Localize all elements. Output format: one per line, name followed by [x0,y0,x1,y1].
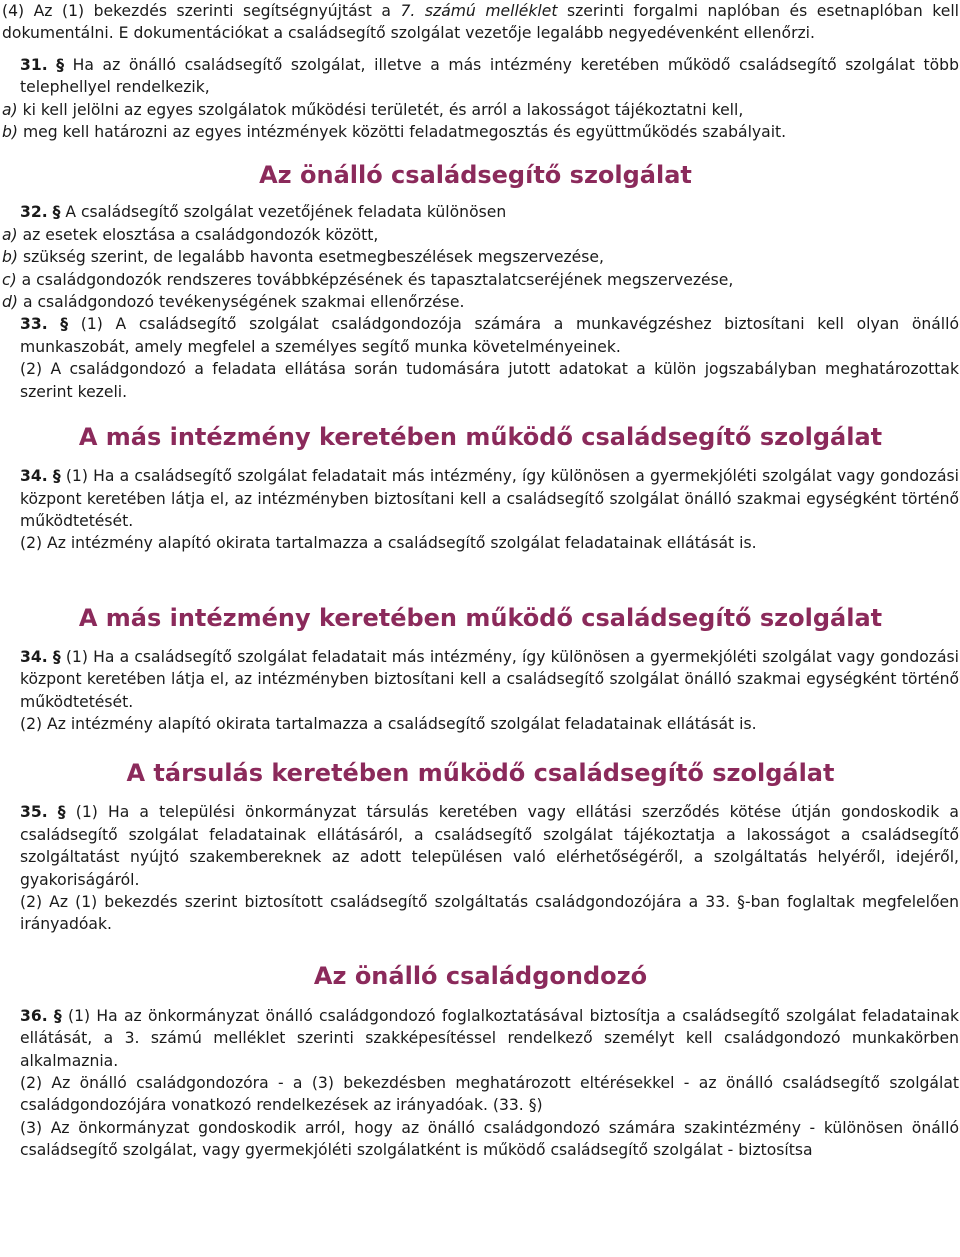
section-symbol: § [57,803,66,822]
section-35 [2,801,959,935]
section-34 [2,465,959,555]
item-a [2,99,959,121]
section-34-par2: (2) Az intézmény alapító okirata tartalmazza a családsegítő szolgálat feladatainak ellátását is. [20,534,757,553]
item-label: a) [2,225,18,244]
section-33-par1 [2,313,959,358]
paragraph-text: szerinti forgalmi naplóban és esetnaplóban kell dokumentálni. E dokumentációkat a családsegítő szolgálat vezetője legalább negyedévenként ellenőrzi. [2,2,959,43]
section-36-par2: (2) Az önálló családgondozóra - a (3) bekezdésben meghatározott eltérésekkel - az önálló családsegítő szolgálat családgondozójára vonatkozó rendelkezések az irányadóak. (33. §) [20,1074,959,1115]
section-31-intro [2,54,959,99]
section-symbol: § [60,315,69,334]
item-b [2,246,959,268]
item-text: szükség szerint, de legalább havonta esetmegbeszélések megszervezése, [22,248,604,267]
section-text: (1) Ha a települési önkormányzat társulás keretében vagy ellátási szerződés kötése útján gondoskodik a családsegítő szolgálat feladatainak ellátásáról, a családsegítő szolgálat tájékoztatja a lakosságot a családsegítő szolgáltatást nyújtó szakembereknek az adott településen való elérhetőségéről, a szolgáltatás helyéről, idejéről, gyakoriságáról. [20,803,959,889]
item-text: meg kell határozni az egyes intézmények közötti feladatmegosztás és együttműködés szabályait. [22,123,787,142]
item-d [2,291,959,313]
section-symbol: § [56,55,65,74]
section-text: (1) Ha a családsegítő szolgálat feladatait más intézmény, így különösen a gyermekjóléti szolgálat vagy gondozási központ keretében látja el, az intézményben biztosítani kell a családsegítő szolgálat önálló szakmai egységként történő működtetését. [20,647,959,711]
section-35-par1 [2,801,959,891]
heading-onallo-csaladgondozo: Az önálló családgondozó [313,961,648,990]
item-text: az esetek elosztása a családgondozók között, [22,225,379,244]
item-text: a családgondozók rendszeres továbbképzésének és tapasztalatcseréjének megszervezése, [21,270,734,289]
section-33 [2,313,959,403]
annex-reference: 7. számú melléklet [400,2,558,20]
section-32-intro [2,201,959,223]
item-label: b) [2,248,18,267]
section-number: 31. [20,55,48,74]
section-text: (1) A családsegítő szolgálat családgondozója számára a munkavégzéshez biztosítani kell olyan önálló munkaszobát, amely megfelel a személyes segítő munka követelményeinek. [20,315,959,356]
heading-tarsulas: A társulás keretében működő családsegítő szolgálat [126,759,835,788]
item-label: b) [2,123,18,142]
section-32 [2,201,959,313]
item-label: a) [2,100,18,119]
section-35-par2: (2) Az (1) bekezdés szerint biztosított családsegítő szolgáltatás családgondozójára a 33. §-ban foglaltak megfelelően irányadóak. [20,892,959,934]
item-label: d) [2,293,18,312]
section-symbol: § [52,647,61,666]
section-34-par1 [2,465,959,532]
section-36-par1 [2,1005,959,1072]
section-33-par2: (2) A családgondozó a feladata ellátása során tudomására jutott adatokat a külön jogszabályban meghatározottak szerint kezeli. [20,360,959,401]
section-text: (1) Ha a családsegítő szolgálat feladatait más intézmény, így különösen a gyermekjóléti szolgálat vagy gondozási központ keretében látja el, az intézményben biztosítani kell a családsegítő szolgálat önálló szakmai egységként történő működtetését. [20,467,959,530]
section-34-par2: (2) Az intézmény alapító okirata tartalmazza a családsegítő szolgálat feladatainak ellátását is. [20,714,757,733]
section-text: A családsegítő szolgálat vezetőjének feladata különösen [65,203,507,222]
section-number: 33. [20,315,48,334]
item-c [2,269,959,291]
paragraph-4 [2,0,959,45]
section-36-par3: (3) Az önkormányzat gondoskodik arról, hogy az önálló családgondozó számára szakintézmény - különösen önálló családsegítő szolgálat, vagy gyermekjóléti szolgálatként is működő családsegítő szolgálat - biztosítsa [20,1118,959,1160]
section-number: 35. [20,803,48,822]
section-number: 32. [20,203,48,222]
item-a [2,224,959,246]
item-b [2,121,959,143]
paragraph-text: (4) Az (1) bekezdés szerinti segítségnyújtást a [2,2,401,20]
section-number: 34. [20,467,48,486]
section-text: Ha az önálló családsegítő szolgálat, illetve a más intézmény keretében működő családsegítő szolgálat több telephellyel rendelkezik, [20,55,959,97]
item-text: ki kell jelölni az egyes szolgálatok működési területét, és arról a lakosságot tájékoztatni kell, [22,100,744,119]
heading-mas-intezmeny: A más intézmény keretében működő családsegítő szolgálat [78,423,883,452]
section-31 [2,54,959,144]
section-34-repeat [2,646,959,736]
section-symbol: § [52,203,61,222]
section-34-par1 [2,646,959,713]
item-text: a családgondozó tevékenységének szakmai ellenőrzése. [22,293,465,312]
item-label: c) [2,270,17,289]
section-symbol: § [53,1006,62,1025]
section-number: 36. [20,1006,48,1025]
section-text: (1) Ha az önkormányzat önálló családgondozó foglalkoztatásával biztosítja a családsegítő szolgálat feladatainak ellátását, a 3. számú melléklet szerinti szakképesítéssel rendelkező személyt kell családgondozó munkakörben alkalmaznia. [20,1006,959,1070]
heading-mas-intezmeny-repeat: A más intézmény keretében működő családsegítő szolgálat [78,603,883,632]
heading-onallo-szolgalat: Az önálló családsegítő szolgálat [259,161,692,190]
section-symbol: § [52,467,61,486]
section-36 [2,1005,959,1162]
section-number: 34. [20,647,48,666]
